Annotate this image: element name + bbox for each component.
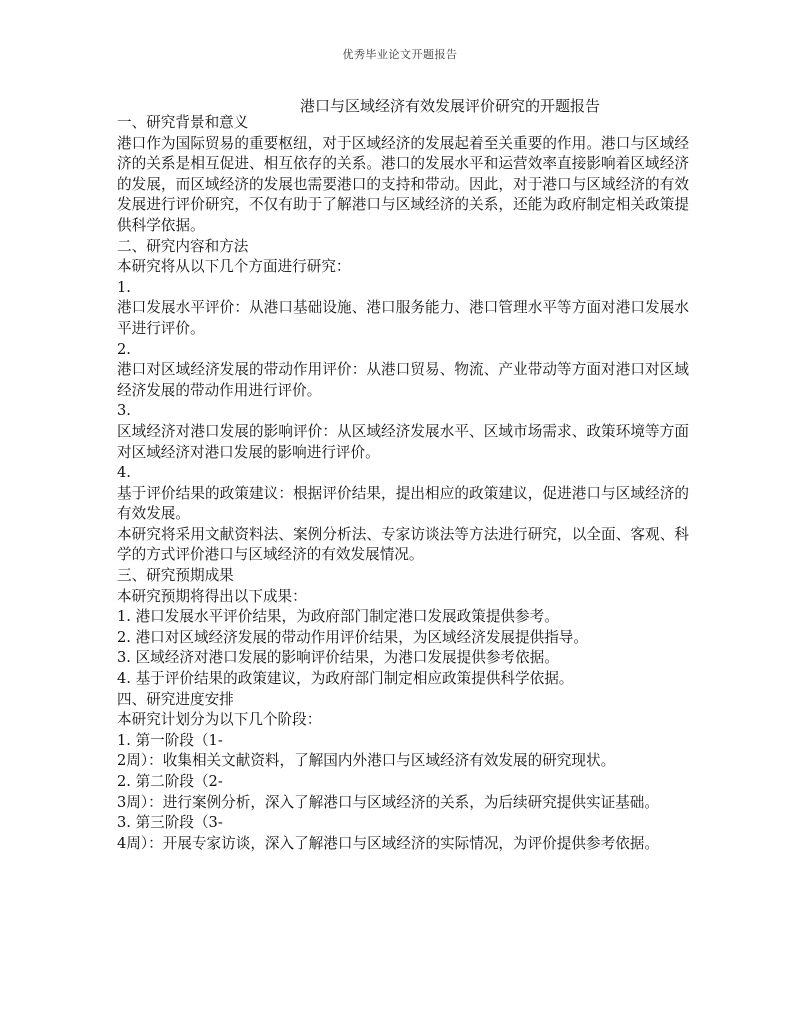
page-header: 优秀毕业论文开题报告 xyxy=(342,48,458,61)
section-2-methods: 本研究将采用文献资料法、案例分析法、专家访谈法等方法进行研究，以全面、客观、科学的方式评价港口与区域经济的有效发展情况。 xyxy=(117,525,689,564)
section-2-item-1-number: 1. xyxy=(117,278,131,296)
section-4-item-3-text: 4周）：开展专家访谈，深入了解港口与区域经济的实际情况，为评价提供参考依据。 xyxy=(117,834,659,852)
section-2-item-1-text: 港口发展水平评价：从港口基础设施、港口服务能力、港口管理水平等方面对港口发展水平进行评价。 xyxy=(117,299,689,337)
section-2-intro: 本研究将从以下几个方面进行研究： xyxy=(117,258,351,276)
section-1-paragraph: 港口作为国际贸易的重要枢纽，对于区域经济的发展起着至关重要的作用。港口与区域经济的关系是相互促进、相互依存的关系。港口的发展水平和运营效率直接影响着区域经济的发展，而区域经济的发展也需要港口的支持和带动。因此，对于港口与区域经济的有效发展进行评价研究，不仅有助于了解港口与区域经济的关系，还能为政府制定相关政策提供科学依据。 xyxy=(117,134,689,234)
section-2-item-3-number: 3. xyxy=(117,402,131,420)
section-3-item-2: 2. 港口对区域经济发展的带动作用评价结果，为区域经济发展提供指导。 xyxy=(117,628,588,646)
section-2-item-4-number: 4. xyxy=(117,464,131,482)
section-3-heading: 三、研究预期成果 xyxy=(117,567,234,585)
section-2-item-4-text: 基于评价结果的政策建议：根据评价结果，提出相应的政策建议，促进港口与区域经济的有效发展。 xyxy=(117,484,689,523)
section-4-item-2-text: 3周）：进行案例分析，深入了解港口与区域经济的关系，为后续研究提供实证基础。 xyxy=(117,793,659,811)
section-1-heading: 一、研究背景和意义 xyxy=(117,114,249,131)
section-4-intro: 本研究计划分为以下几个阶段： xyxy=(117,711,322,729)
section-2-item-2-number: 2. xyxy=(117,340,131,358)
section-3-item-4: 4. 基于评价结果的政策建议，为政府部门制定相应政策提供科学依据。 xyxy=(117,670,574,688)
section-4-item-1-label: 1. 第一阶段（1- xyxy=(117,731,223,749)
document-title: 港口与区域经济有效发展评价研究的开题报告 xyxy=(300,97,601,115)
section-4-item-1-text: 2周）：收集相关文献资料，了解国内外港口与区域经济有效发展的研究现状。 xyxy=(117,752,616,770)
section-4-item-2-label: 2. 第二阶段（2- xyxy=(117,773,223,790)
section-4-heading: 四、研究进度安排 xyxy=(117,690,234,708)
section-3-intro: 本研究预期将得出以下成果： xyxy=(117,587,307,605)
section-3-item-1: 1. 港口发展水平评价结果，为政府部门制定港口发展政策提供参考。 xyxy=(117,608,559,626)
document-body xyxy=(117,113,689,854)
section-2-heading: 二、研究内容和方法 xyxy=(117,237,249,255)
section-2-item-3-text: 区域经济对港口发展的影响评价：从区域经济发展水平、区域市场需求、政策环境等方面对区域经济对港口发展的影响进行评价。 xyxy=(117,422,689,461)
section-3-item-3: 3. 区域经济对港口发展的影响评价结果，为港口发展提供参考依据。 xyxy=(117,649,559,667)
section-4-item-3-label: 3. 第三阶段（3- xyxy=(117,814,223,832)
section-2-item-2-text: 港口对区域经济发展的带动作用评价：从港口贸易、物流、产业带动等方面对港口对区域经济发展的带动作用进行评价。 xyxy=(117,361,689,399)
